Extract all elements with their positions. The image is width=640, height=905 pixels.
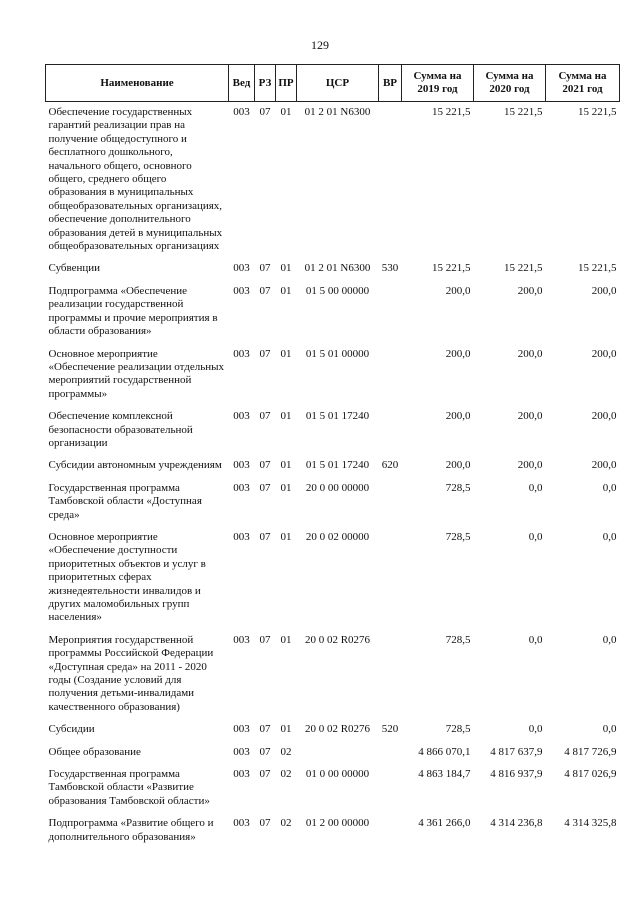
row-sum-2020: 0,0 xyxy=(528,530,543,543)
table-row xyxy=(46,285,620,348)
row-rz: 07 xyxy=(259,284,271,297)
row-vr xyxy=(379,746,402,768)
row-sum-2020: 4 817 637,9 xyxy=(490,745,543,758)
row-ved: 003 xyxy=(233,745,250,758)
header-rz: РЗ xyxy=(255,65,276,102)
table-row xyxy=(46,723,620,745)
table-row xyxy=(46,459,620,481)
row-name: Общее образование xyxy=(48,745,141,758)
row-vr xyxy=(379,285,402,348)
row-sum-2020: 4 816 937,9 xyxy=(490,768,543,781)
row-sum-2019: 200,0 xyxy=(445,284,471,297)
row-sum-2021: 4 817 026,9 xyxy=(564,768,617,781)
row-csr: 01 5 01 17240 xyxy=(305,410,370,423)
row-sum-2020: 15 221,5 xyxy=(504,262,543,275)
row-sum-2020: 200,0 xyxy=(517,410,543,423)
row-name: Субвенции xyxy=(48,262,101,275)
row-pr: 02 xyxy=(280,817,292,830)
row-csr: 01 5 01 17240 xyxy=(305,459,370,472)
row-pr: 01 xyxy=(280,284,292,297)
header-sum-2021: Сумма на 2021 год xyxy=(546,65,620,102)
row-ved: 003 xyxy=(233,768,250,781)
table-row xyxy=(46,817,620,853)
row-pr: 01 xyxy=(280,723,292,736)
page-number: 129 xyxy=(311,38,329,52)
row-sum-2019: 200,0 xyxy=(445,459,471,472)
row-vr: 620 xyxy=(381,459,399,472)
row-sum-2020: 0,0 xyxy=(528,481,543,494)
row-ved: 003 xyxy=(233,347,250,360)
row-sum-2021: 0,0 xyxy=(602,633,617,646)
row-csr: 01 2 01 N6300 xyxy=(304,262,371,275)
header-name: Наименование xyxy=(46,65,229,102)
row-pr: 01 xyxy=(280,106,292,118)
row-name: Субсидии автономным учреждениям xyxy=(48,459,222,472)
row-sum-2019: 200,0 xyxy=(445,347,471,360)
header-vr: ВР xyxy=(379,65,402,102)
row-ved: 003 xyxy=(233,817,250,830)
row-sum-2020: 0,0 xyxy=(528,633,543,646)
row-rz: 07 xyxy=(259,633,271,646)
header-sum-2020: Сумма на 2020 год xyxy=(474,65,546,102)
row-sum-2021: 4 314 325,8 xyxy=(564,817,617,830)
row-pr: 01 xyxy=(280,262,292,275)
header-pr: ПР xyxy=(276,65,297,102)
table-row xyxy=(46,410,620,459)
row-sum-2021: 200,0 xyxy=(591,459,617,472)
row-pr: 01 xyxy=(280,410,292,423)
row-sum-2019: 728,5 xyxy=(445,481,471,494)
row-csr: 20 0 02 R0276 xyxy=(304,633,371,646)
row-vr: 520 xyxy=(381,723,399,736)
row-sum-2020: 4 314 236,8 xyxy=(490,817,543,830)
row-pr: 01 xyxy=(280,347,292,360)
row-pr: 01 xyxy=(280,633,292,646)
row-sum-2019: 728,5 xyxy=(445,633,471,646)
row-sum-2020: 200,0 xyxy=(517,459,543,472)
row-name: Основное мероприятие «Обеспечение реализации отдельных мероприятий государственной программы» xyxy=(48,347,225,400)
row-rz: 07 xyxy=(259,262,271,275)
row-sum-2019: 728,5 xyxy=(445,723,471,736)
row-name: Субсидии xyxy=(48,723,95,736)
table-row xyxy=(46,262,620,284)
header-csr: ЦСР xyxy=(297,65,379,102)
row-pr: 01 xyxy=(280,530,292,543)
row-sum-2020: 200,0 xyxy=(517,347,543,360)
table-row xyxy=(46,531,620,634)
row-sum-2019: 4 863 184,7 xyxy=(418,768,471,781)
row-ved: 003 xyxy=(233,410,250,423)
row-pr: 01 xyxy=(280,481,292,494)
row-vr xyxy=(379,768,402,817)
row-csr: 20 0 00 00000 xyxy=(305,481,370,494)
row-rz: 07 xyxy=(259,723,271,736)
budget-table xyxy=(45,64,620,853)
row-vr xyxy=(379,348,402,411)
row-vr xyxy=(379,531,402,634)
row-sum-2019: 15 221,5 xyxy=(432,106,471,118)
table-header xyxy=(46,65,620,102)
row-rz: 07 xyxy=(259,481,271,494)
row-name: Обеспечение комплексной безопасности образовательной организации xyxy=(48,410,193,449)
table-row xyxy=(46,348,620,411)
header-sum-2019: Сумма на 2019 год xyxy=(402,65,474,102)
row-rz: 07 xyxy=(259,530,271,543)
row-sum-2019: 15 221,5 xyxy=(432,262,471,275)
row-sum-2020: 0,0 xyxy=(528,723,543,736)
row-sum-2021: 200,0 xyxy=(591,410,617,423)
row-sum-2019: 4 866 070,1 xyxy=(418,745,471,758)
row-ved: 003 xyxy=(233,284,250,297)
row-pr: 02 xyxy=(280,768,292,781)
row-vr: 530 xyxy=(381,262,399,275)
row-rz: 07 xyxy=(259,817,271,830)
row-name: Подпрограмма «Развитие общего и дополнительного образования» xyxy=(48,817,214,843)
row-sum-2019: 728,5 xyxy=(445,530,471,543)
row-ved: 003 xyxy=(233,723,250,736)
row-sum-2019: 200,0 xyxy=(445,410,471,423)
table-row xyxy=(46,482,620,531)
row-sum-2021: 200,0 xyxy=(591,347,617,360)
row-rz: 07 xyxy=(259,745,271,758)
row-csr: 01 2 00 00000 xyxy=(305,817,370,830)
row-sum-2021: 15 221,5 xyxy=(578,262,617,275)
row-csr: 20 0 02 00000 xyxy=(305,530,370,543)
row-sum-2019: 4 361 266,0 xyxy=(418,817,471,830)
row-rz: 07 xyxy=(259,106,271,118)
row-sum-2021: 0,0 xyxy=(602,530,617,543)
row-ved: 003 xyxy=(233,633,250,646)
table-row xyxy=(46,768,620,817)
row-csr: 01 5 01 00000 xyxy=(305,347,370,360)
table-row xyxy=(46,634,620,723)
row-sum-2021: 15 221,5 xyxy=(578,106,617,118)
row-vr xyxy=(379,634,402,723)
row-csr: 01 2 01 N6300 xyxy=(304,106,371,118)
table-row xyxy=(46,746,620,768)
row-name: Обеспечение государственных гарантий реализации прав на получение общедоступного и бесплатного дошкольного, начального общего, основного общего, среднего общего образования в муниципальных общеобразовательных организациях, обеспечение дополнительного образования детей в муниципальных общеобразовательных организациях xyxy=(48,106,223,253)
row-rz: 07 xyxy=(259,768,271,781)
row-rz: 07 xyxy=(259,347,271,360)
row-vr xyxy=(379,102,402,263)
row-csr: 01 5 00 00000 xyxy=(305,284,370,297)
row-rz: 07 xyxy=(259,459,271,472)
row-ved: 003 xyxy=(233,262,250,275)
row-name: Государственная программа Тамбовской области «Развитие образования Тамбовской области» xyxy=(48,768,210,807)
table-body xyxy=(46,102,620,854)
row-name: Мероприятия государственной программы Российской Федерации «Доступная среда» на 2011 - 2020 годы (Создание условий для получения детьми-инвалидами качественного образования) xyxy=(48,633,214,713)
row-vr xyxy=(379,410,402,459)
header-ved: Вед xyxy=(229,65,255,102)
row-sum-2021: 0,0 xyxy=(602,723,617,736)
row-sum-2021: 0,0 xyxy=(602,481,617,494)
row-csr xyxy=(297,746,379,768)
row-name: Подпрограмма «Обеспечение реализации государственной программы и прочие мероприятия в области образования» xyxy=(48,284,218,338)
row-pr: 02 xyxy=(280,745,292,758)
row-name: Государственная программа Тамбовской области «Доступная среда» xyxy=(48,481,202,521)
row-ved: 003 xyxy=(233,106,250,118)
row-pr: 01 xyxy=(280,459,292,472)
row-sum-2021: 4 817 726,9 xyxy=(564,745,617,758)
row-sum-2020: 15 221,5 xyxy=(504,106,543,118)
row-ved: 003 xyxy=(233,459,250,472)
row-csr: 20 0 02 R0276 xyxy=(304,723,371,736)
row-rz: 07 xyxy=(259,410,271,423)
row-ved: 003 xyxy=(233,481,250,494)
row-csr: 01 0 00 00000 xyxy=(305,768,370,781)
row-vr xyxy=(379,482,402,531)
row-sum-2020: 200,0 xyxy=(517,284,543,297)
row-sum-2021: 200,0 xyxy=(591,284,617,297)
row-vr xyxy=(379,817,402,853)
row-ved: 003 xyxy=(233,530,250,543)
row-name: Основное мероприятие «Обеспечение доступности приоритетных объектов и услуг в приоритетных сферах жизнедеятельности инвалидов и других маломобильных групп населения» xyxy=(48,530,206,624)
table-row xyxy=(46,102,620,263)
